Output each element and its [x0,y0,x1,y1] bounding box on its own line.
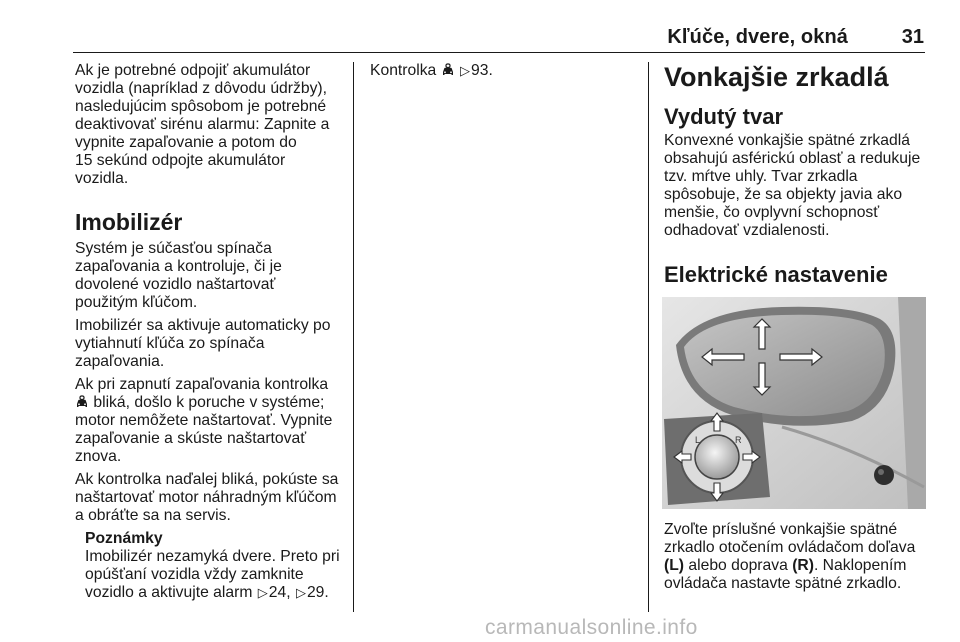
text-line: Imobilizér nezamyká dvere. Preto pri [85,548,340,565]
subheading-convex-shape: Vydutý tvar [664,104,784,129]
watermark: carmanualsonline.info [485,616,698,639]
note-block [75,530,345,602]
text-line: naštartovať motor náhradným kľúčom [75,489,337,506]
page-header-title: Kľúče, dvere, okná [667,26,848,48]
text-line: Konvexné vonkajšie spätné zrkadlá [664,132,910,149]
cross-reference-arrow-icon: ▷ [460,63,470,78]
text-line: vytiahnutí kľúča zo spínača [75,335,265,352]
text-line: zapaľovania a kontroluje, či je [75,258,282,275]
text-line: Ak kontrolka naďalej bliká, pokúste sa [75,471,339,488]
text-line: motor nemôžete naštartovať. Vypnite [75,412,333,429]
intro-paragraph [75,62,345,188]
imobilizer-paragraph-3 [75,376,345,466]
column-2 [370,62,640,80]
text-line: 15 sekúnd odpojte akumulátor [75,152,286,169]
text-line: zapaľovanie a skúste naštartovať [75,430,307,447]
text-line [75,394,345,412]
page-number: 31 [901,26,924,48]
text-line: vypnite zapaľovanie a potom do [75,134,297,151]
text-line: zapaľovania. [75,353,165,370]
section-heading-imobilizer: Imobilizér [75,209,183,235]
imobilizer-paragraph-2 [75,317,345,371]
text-line: nasledujúcim spôsobom je potrebné [75,98,327,115]
text-span: Kontrolka [370,62,441,79]
knob-label-right: R [735,435,742,445]
header-rule [73,52,925,53]
mirror-control-knob[interactable] [695,435,739,479]
text-line: vozidla. [75,170,129,187]
door-switch [874,465,894,485]
text-line: dovolené vozidlo naštartovať [75,276,276,293]
text-line: použitým kľúčom. [75,294,198,311]
column-3 [664,62,928,288]
text-line: Imobilizér sa aktivuje automaticky po [75,317,331,334]
page-reference-link[interactable]: 29 [306,584,325,601]
text-span: alebo doprava [684,557,793,574]
right-label: (R) [792,557,814,574]
knob-label-left: L [695,435,701,445]
text-span: . [488,62,493,79]
text-line: zrkadlo otočením ovládačom doľava [664,539,916,556]
mirror-illustration [662,297,926,509]
imobilizer-paragraph-4 [75,471,345,525]
column-1 [75,62,345,602]
text-line: deaktivovať sirénu alarmu: Zapnite a [75,116,330,133]
imobilizer-paragraph-1 [75,240,345,312]
door-switch-highlight [878,469,884,475]
text-span: , [286,584,295,601]
page-reference-link[interactable]: 93 [471,62,489,79]
text-line: Ak je potrebné odpojiť akumulátor [75,62,311,79]
text-line: znova. [75,448,122,465]
text-span: vozidlo a aktivujte alarm [85,584,257,601]
text-line: vozidla (napríklad z dôvodu údržby), [75,80,328,97]
text-line: opúšťaní vozidla vždy zamknite [85,566,304,583]
mirror-adjustment-figure [662,297,926,509]
text-line: spôsobuje, že sa objekty javia ako [664,186,903,203]
text-line [370,62,640,80]
section-heading-mirrors: Vonkajšie zrkadlá [664,62,889,92]
column-divider-2 [648,62,649,612]
car-lock-icon [75,395,89,409]
page-reference-link[interactable]: 24 [268,584,287,601]
text-line: obsahujú asférickú oblasť a redukuje [664,150,921,167]
text-line: Zvoľte príslušné vonkajšie spätné [664,521,898,538]
electric-adjustment-paragraph [664,521,928,593]
text-line [664,557,928,575]
text-line: Systém je súčasťou spínača [75,240,272,257]
note-title: Poznámky [85,530,163,547]
text-line: menšie, čo ovplyvní schopnosť [664,204,880,221]
text-line [85,584,345,602]
text-span: . Naklopením [813,557,907,574]
text-line: ovládača nastavte spätné zrkadlo. [664,575,902,592]
column-divider-1 [353,62,354,612]
text-span: . [324,584,329,601]
cross-reference-arrow-icon: ▷ [257,585,268,600]
convex-paragraph [664,132,928,240]
text-line: Ak pri zapnutí zapaľovania kontrolka [75,376,329,393]
car-lock-icon [441,63,455,77]
cross-reference-arrow-icon: ▷ [295,585,306,600]
left-label: (L) [664,557,685,574]
text-span: bliká, došlo k poruche v systéme; [89,394,325,411]
text-line: tzv. mŕtve uhly. Tvar zrkadla [664,168,858,185]
text-line: odhadovať vzdialenosti. [664,222,830,239]
text-line: a obráťte sa na servis. [75,507,231,524]
subheading-electric-adjustment: Elektrické nastavenie [664,262,888,287]
